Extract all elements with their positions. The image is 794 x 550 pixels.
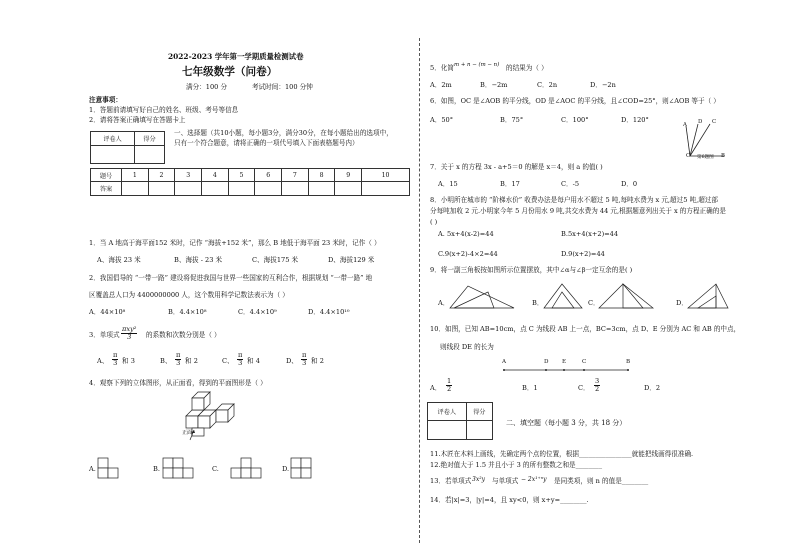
q7-option-d[interactable]: D．0 [621,180,638,188]
section1-line1: 一、选择题（共10小题，每小题3分，满分30分，在每小题给出的选项中， [174,129,393,137]
q10-option-d-label[interactable]: D．2 [644,384,661,392]
q9-option-b-label[interactable]: B． [532,299,544,307]
q4-option-b-figure [162,457,196,479]
q3-monomial-den: 3 [127,332,132,341]
q9-option-a-label[interactable]: A． [438,299,450,307]
q1-option-d[interactable]: D、海拔129 米 [328,256,375,264]
q8-line2: 分每吨加收 2 元.小明家今年 5 月份用水 9 吨,共交水费为 44 元,根据题意列出关于 x 的方程正确的是 [430,207,726,215]
frac-den: 3 [302,358,307,367]
exam-title: 2022-2023 学年第一学期质量检测试卷 [168,52,304,61]
q10-option-a-frac [446,378,452,392]
q3-option-c-label[interactable]: C、 [222,357,234,365]
answer-table-row2-label: 答案 [91,182,122,196]
q9-option-c-label[interactable]: C． [588,299,600,307]
frac-den: 2 [595,384,600,393]
answer-table-row1-label: 题号 [91,169,122,182]
q10-point-a: A [502,359,507,365]
frac-num: π [176,351,181,359]
q13-mid: 与单项式 [492,477,519,485]
answer-cell[interactable] [308,182,335,196]
q2-line2: 区覆盖总人口为 4400000000 人，这个数用科学记数法表示为（ ） [89,291,289,299]
q4-option-b-label[interactable]: B. [153,465,160,473]
q3-option-a-frac [112,352,118,366]
q7-option-c[interactable]: C．-5 [561,180,580,188]
question-number: 3 [175,169,202,182]
q13-term1: 3x²y [472,476,485,483]
q8-option-c[interactable]: C.9(x+2)-4×2=44 [438,250,498,258]
answer-cell[interactable] [282,182,309,196]
note-item: 1．答题前请填写好自己的姓名、班级、考号等信息 [89,106,239,114]
q12: 12.绝对值大于 1.5 并且小于 3 的所有整数之和是________ [430,461,603,469]
score-label: 得分 [466,403,492,421]
frac-den: 3 [176,358,181,367]
notes-heading: 注意事项： [89,96,122,104]
q7-option-b[interactable]: B．17 [500,180,520,188]
q3-prefix: 3．单项式 [89,331,120,339]
question-number: 4 [202,169,229,182]
q2-option-a[interactable]: A．44×10⁸ [89,308,126,316]
question-number: 9 [335,169,362,182]
q4-option-a-label[interactable]: A. [89,465,96,473]
answer-cell[interactable] [175,182,202,196]
q5-option-b[interactable]: B．−2m [480,81,508,89]
q6-option-d[interactable]: D．120° [621,116,649,124]
frac-num: π [113,351,118,359]
answer-cell[interactable] [362,182,410,196]
q3-option-d-tail: 和 2 [311,357,324,365]
grader-label: 评卷人 [91,132,135,146]
q13-term2: − 2x¹⁺ⁿy [521,476,547,483]
answer-cell[interactable] [335,182,362,196]
question-number: 7 [282,169,309,182]
q10-segment-figure [500,364,632,374]
answer-cell[interactable] [202,182,229,196]
q3-option-c-tail: 和 4 [247,357,260,365]
column-divider [419,38,420,543]
q7-option-a[interactable]: A．15 [438,180,458,188]
q4-option-a-figure [97,457,123,479]
q1-stem: 1．当 A 地高于海平面152 米时，记作 “海拔+152 米”，那么 B 地低于海平面 23 米时，记作（ ） [89,239,381,247]
q1-option-b[interactable]: B、海拔 - 23 米 [174,256,223,264]
q3-option-b-label[interactable]: B、 [160,357,172,365]
q3-option-a-tail: 和 3 [122,357,135,365]
q10-line1: 10．如图，已知 AB=10cm，点 C 为线段 AB 上一点，BC=3cm，点 D、E 分别为 AC 和 AB 的中点， [430,325,741,333]
q14: 14．若|x|=3，|y|=4，且 xy<0，则 x+y=________. [430,496,589,504]
q10-option-a-label[interactable]: A． [430,384,442,392]
q3-option-b-frac [175,352,181,366]
q6-label-d: D [698,119,703,125]
note-item: 2．请将答案正确填写在答题卡上 [89,116,186,124]
q10-point-e: E [562,359,567,365]
q8-option-d[interactable]: D.9(x+2)=44 [561,250,605,258]
q10-option-c-label[interactable]: C． [578,384,590,392]
frac-den: 3 [113,358,118,367]
answer-cell[interactable] [148,182,175,196]
q9-option-d-label[interactable]: D． [676,299,688,307]
q3-monomial-num: πxy² [122,325,137,333]
answer-cell[interactable] [255,182,282,196]
q10-point-d: D [544,359,549,365]
q9-option-a-figure [448,282,518,312]
q9-option-c-figure [597,280,657,312]
q9-option-b-figure [542,280,584,312]
question-number: 2 [148,169,175,182]
q8-option-b[interactable]: B.5x+4(x+2)=44 [561,230,619,238]
q4-option-d-figure [290,457,316,479]
q9-stem: 9．将一副三角板按如图所示位置摆放，其中∠α与∠β一定互余的是( ) [430,266,633,274]
q10-option-c-frac [594,378,600,392]
frac-num: 3 [595,377,600,385]
q5-suffix: 的结果为（ ） [506,64,548,72]
q1-option-c[interactable]: C、海拔175 米 [252,256,299,264]
question-number: 5 [228,169,255,182]
q3-option-c-frac [237,352,243,366]
q10-option-b-label[interactable]: B．1 [522,384,538,392]
frac-num: π [238,351,243,359]
score-box-section2 [427,402,493,440]
q8-line3: ( ) [430,218,438,226]
q3-monomial [121,326,137,340]
score-cell[interactable] [134,146,164,164]
q4-option-d-label[interactable]: D. [282,465,290,473]
q3-option-a-label[interactable]: A、 [97,357,109,365]
answer-table [90,168,410,196]
frac-den: 2 [447,384,452,393]
q4-option-c-label[interactable]: C. [212,465,219,473]
q2-option-b[interactable]: B．4.4×10⁸ [168,308,207,316]
answer-cell[interactable] [122,182,149,196]
q6-label-a: A [683,122,687,128]
section2-title: 二、填空题（每小题 3 分，共 18 分） [506,419,627,427]
q7-stem: 7．关于 x 的方程 3x - a+5＝0 的解是 x＝4，则 a 的值( ) [430,163,603,171]
q5-prefix: 5．化简 [430,64,454,72]
q10-line2: 则线段 DE 的长为 [440,343,494,351]
grader-cell[interactable] [428,421,467,440]
q3-option-d-frac [301,352,307,366]
question-number: 6 [255,169,282,182]
q2-option-d[interactable]: D．4.4×10¹⁰ [308,308,350,316]
score-label: 得分 [134,132,164,146]
q6-option-b[interactable]: B．75° [500,116,524,124]
q10-point-b: B [626,359,631,365]
question-number: 10 [362,169,410,182]
q3-suffix: 的系数和次数分别是（ ） [146,331,221,339]
q5-expression: m + n − (m − n) [454,62,500,68]
q6-label-c: C [712,119,717,125]
q11: 11.木匠在木料上画线，先确定两个点的位置，根据________________就能把线画得很准确. [430,450,694,458]
q3-option-d-label[interactable]: D、 [286,357,298,365]
score-cell[interactable] [466,421,492,440]
q5-option-a[interactable]: A．2m [430,81,452,89]
q4-option-c-figure [230,457,264,479]
question-number: 1 [122,169,149,182]
q2-line1: 2．我国倡导的 “一带一路” 建设将促进我国与世界一些国家的互利合作，根据规划 “一带一路” 地 [89,274,373,282]
score-box [90,131,165,164]
grader-label: 评卷人 [428,403,467,421]
frac-den: 3 [238,358,243,367]
q8-option-a[interactable]: A. 5x+4(x-2)=44 [438,230,494,238]
q6-option-a[interactable]: A．50° [430,116,454,124]
q6-option-c[interactable]: C．100° [561,116,589,124]
q4-front-label: 正面 [182,430,193,436]
q8-line1: 8．小明所在城市的 “阶梯水价” 收费办法是每户用水不超过 5 吨,每吨水费为 x 元,超过5 吨,超过部 [430,196,718,204]
frac-num: π [302,351,307,359]
q4-stem: 4．观察下列的立体图形，从正面看，得到的平面图形是（ ） [89,379,267,387]
q6-stem: 6．如图，OC 是∠AOB 的平分线，OD 是∠AOC 的平分线，且∠COD=25°，则∠AOB 等于（ ） [430,97,720,105]
q6-label-o: O [686,153,691,159]
q5-option-d[interactable]: D．−2n [590,81,616,89]
q13-suffix: 是同类项，则 n 的值是________ [554,477,649,485]
q13-prefix: 13．若单项式 [430,477,472,485]
q10-point-c: C [582,359,587,365]
q9-option-d-figure [686,280,730,312]
q3-option-b-tail: 和 2 [185,357,198,365]
q2-option-c[interactable]: C．4.4×10⁹ [238,308,277,316]
answer-cell[interactable] [228,182,255,196]
question-number: 8 [308,169,335,182]
section1-line2: 只有一个符合题意，请将正确的一项代号填入下面表格题号内） [174,139,359,147]
q6-figure-caption: 第6题图 [697,155,714,160]
time-limit: 考试时间：100 分钟 [252,83,313,91]
q1-option-a[interactable]: A、海拔 23 米 [97,256,141,264]
q5-option-c[interactable]: C．2n [537,81,558,89]
frac-num: 1 [447,377,452,385]
subject-title: 七年级数学（问卷） [182,66,278,78]
q6-label-b: B [721,153,725,159]
grader-cell[interactable] [91,146,135,164]
full-marks: 满分：100 分 [186,83,228,91]
